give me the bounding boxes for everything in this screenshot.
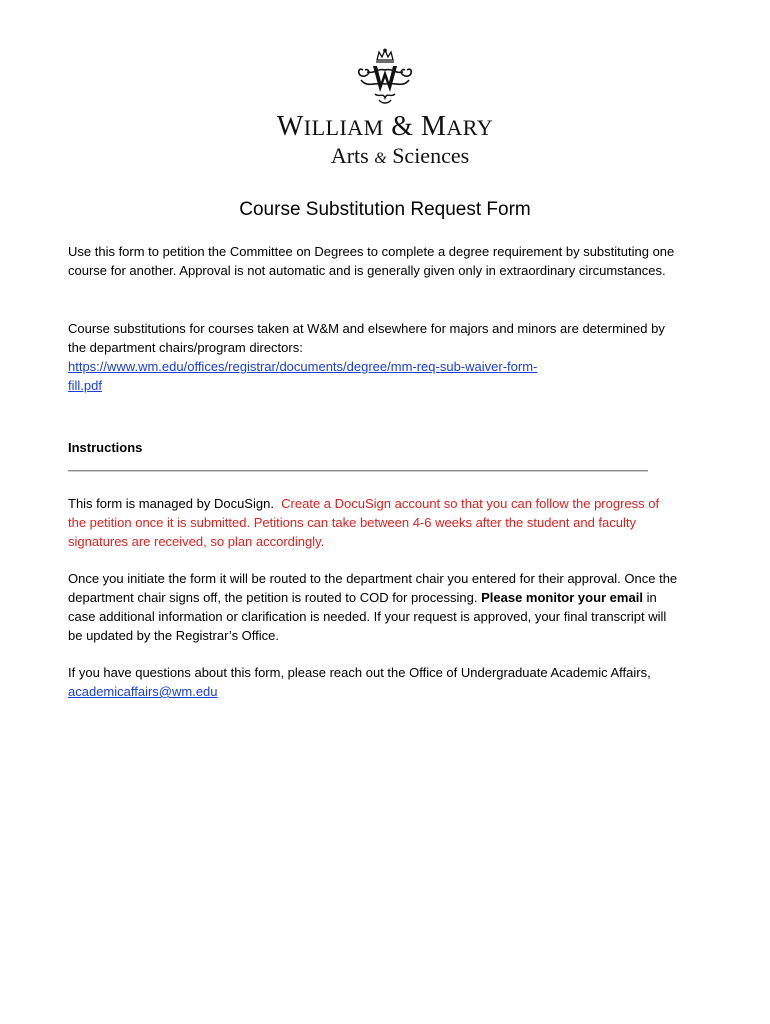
header-logo [0, 48, 770, 172]
wm-royal-cipher-icon [353, 48, 417, 106]
contact-email-link[interactable]: academicaffairs@wm.edu [68, 684, 218, 699]
wordmark-ary: ARY [446, 115, 494, 140]
waiver-form-link[interactable] [68, 359, 537, 393]
wordmark-w: W [276, 111, 304, 142]
docusign-text: This form is managed by DocuSign. [68, 496, 274, 511]
docusign-paragraph [68, 494, 680, 551]
routing-text-a: Once you initiate the form it will be routed to the department chair you entered for their approval. Once the department chair signs off, the petition is routed to COD for processing. [68, 571, 678, 605]
school-name-sciences: Sciences [392, 143, 470, 168]
form-title: Course Substitution Request Form [239, 199, 531, 220]
majors-minors-text: Course substitutions for courses taken at W&M and elsewhere for majors and minors are determined by the department chairs/program directors: [68, 321, 665, 355]
questions-paragraph [68, 663, 680, 701]
wordmark-illiam: ILLIAM [303, 115, 384, 140]
section-divider [68, 470, 648, 472]
majors-minors-paragraph [68, 319, 680, 395]
routing-paragraph [68, 569, 680, 645]
instructions-heading: Instructions [68, 440, 143, 455]
school-name-arts: Arts [330, 143, 369, 168]
school-name [0, 143, 770, 172]
wordmark-amp: & [391, 111, 414, 142]
waiver-form-link-line2: fill.pdf [68, 378, 102, 393]
routing-text-b: in case additional information or clarification is needed. If your request is approved, your final transcript will be updated by the Registrar’s Office. [68, 590, 667, 643]
intro-text: Use this form to petition the Committee on Degrees to complete a degree requirement by substituting one course for another. Approval is not automatic and is generally given only in extraordinary circumstances. [68, 244, 675, 278]
school-name-amp: & [374, 150, 387, 167]
routing-monitor-email: Please monitor your email [481, 590, 643, 605]
waiver-form-link-line1: https://www.wm.edu/offices/registrar/documents/degree/mm-req-sub-waiver-form- [68, 359, 538, 374]
questions-text: If you have questions about this form, please reach out the Office of Undergraduate Academic Affairs, [68, 665, 651, 680]
institution-wordmark [0, 112, 770, 143]
wordmark-m: M [421, 111, 447, 142]
intro-paragraph [68, 242, 680, 280]
docusign-warning: Create a DocuSign account so that you can follow the progress of the petition once it is submitted. Petitions can take between 4-6 weeks after the student and faculty signatures are received, so plan accordingly. [68, 496, 660, 549]
